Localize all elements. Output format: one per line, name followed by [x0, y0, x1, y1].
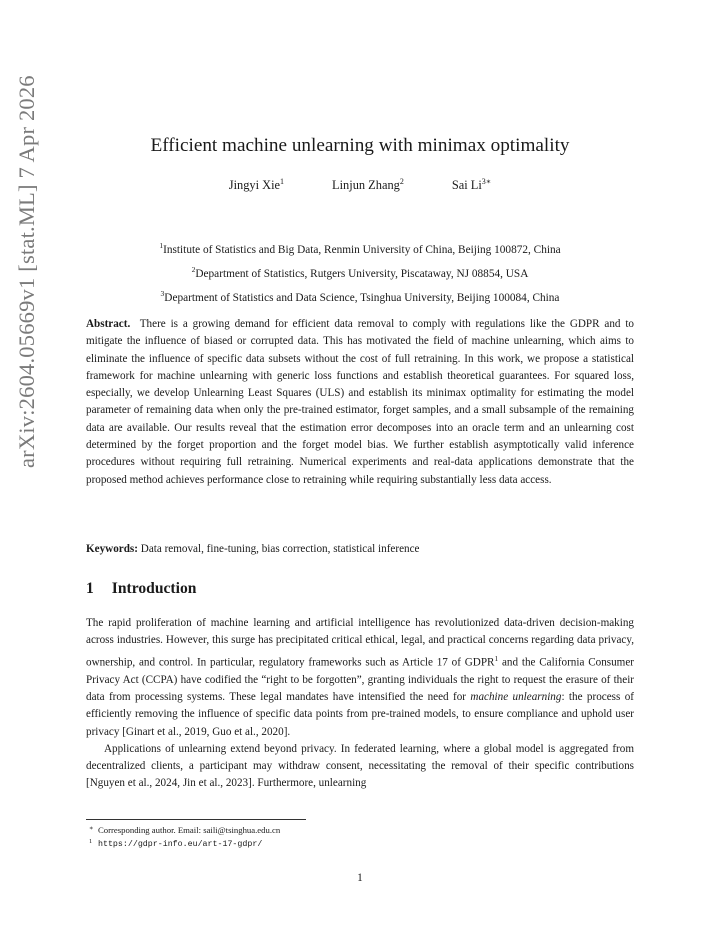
section-heading — [86, 580, 196, 598]
paragraph: The rapid proliferation of machine learning and artificial intelligence has revolutionized data-driven decision-making across industries. However, this surge has precipitated critical ethical, legal, and practical concerns regarding data privacy, ownership, and control. In particular, regulatory frameworks such as Article 17 of GDPR$^1$ and the California Consumer Privacy Act (CCPA) have codified the “right to be forgotten”, granting individuals the right to request the erasure of their data from processing systems. These legal mandates have intensified the need for machine unlearning: the process of efficiently removing the influence of specific data points from pre-trained models, to ensure compliance and uphold user privacy [Ginart et al., 2019, Guo et al., 2020]. — [86, 617, 635, 738]
affiliation: $^1$Institute of Statistics and Big Data, Renmin University of China, Beijing 100872, China — [159, 241, 561, 256]
author: Jingyi Xie$^1$ — [228, 177, 285, 193]
paragraph: Applications of unlearning extend beyond privacy. In federated learning, where a global model is aggregated from decentralized clients, a participant may withdraw consent, necessitating the removal of their specific contributions [Nguyen et al., 2024, Jin et al., 2023]. Furthermore, unlearning — [86, 742, 634, 790]
intro-body — [86, 615, 634, 793]
footnote-ref[interactable]: 1 — [494, 653, 499, 663]
section-number: 1 — [86, 580, 94, 597]
abstract — [86, 316, 634, 489]
footnotes — [89, 824, 281, 851]
affiliation: $^3$Department of Statistics and Data Science, Tsinghua University, Beijing 100084, China — [160, 288, 560, 304]
footnote: 1 https://gdpr-info.eu/art-17-gdpr/ — [89, 838, 263, 849]
keywords-text: Data removal, fine-tuning, bias correction, statistical inference — [140, 543, 420, 555]
section-title: Introduction — [111, 580, 197, 597]
arxiv-identifier[interactable]: arXiv:2604.05669v1 [stat.ML] 7 Apr 2026 — [14, 75, 39, 468]
keywords-label: Keywords: — [86, 543, 138, 555]
paper-title: Efficient machine unlearning with minimax optimality — [150, 135, 570, 156]
page-number: 1 — [357, 872, 363, 884]
footnote-rule — [86, 819, 306, 820]
abstract-label: Abstract. — [86, 318, 131, 330]
author: Linjun Zhang$^2$ — [332, 177, 404, 193]
keywords — [86, 541, 634, 558]
author-list — [86, 177, 634, 193]
abstract-text: There is a growing demand for efficient data removal to comply with regulations like the GDPR and to mitigate the influence of biased or corrupted data. This has motivated the field of machine unlearning, which aims to eliminate the influence of specific data subsets without the cost of full retraining. In this work, we propose a statistical framework for machine unlearning with generic loss functions and establish theoretical guarantees. For squared loss, especially, we develop Unlearning Least Squares (ULS) and establish its minimax optimality for estimating the model parameter of remaining data when only the pre-trained estimator, forget samples, and a small subsample of the remaining data are available. Our results reveal that the estimation error decomposes into an oracle term and an unlearning cost determined by the forget proportion and the forget model bias. We further establish asymptotically valid inference procedures without requiring full retraining. Numerical experiments and real-data applications demonstrate that the proposed method achieves performance close to retraining while requiring substantially less data access. — [86, 318, 634, 486]
footnote-link[interactable]: https://gdpr-info.eu/art-17-gdpr/ — [98, 840, 263, 849]
affiliation-list — [86, 236, 634, 307]
footnote: ∗ Corresponding author. Email: saili@tsinghua.edu.cn — [89, 825, 281, 835]
author: Sai $Li^{3∗}$ — [451, 177, 492, 193]
affiliation: $^2$Department of Statistics, Rutgers University, Piscataway, NJ 08854, USA — [191, 264, 529, 280]
